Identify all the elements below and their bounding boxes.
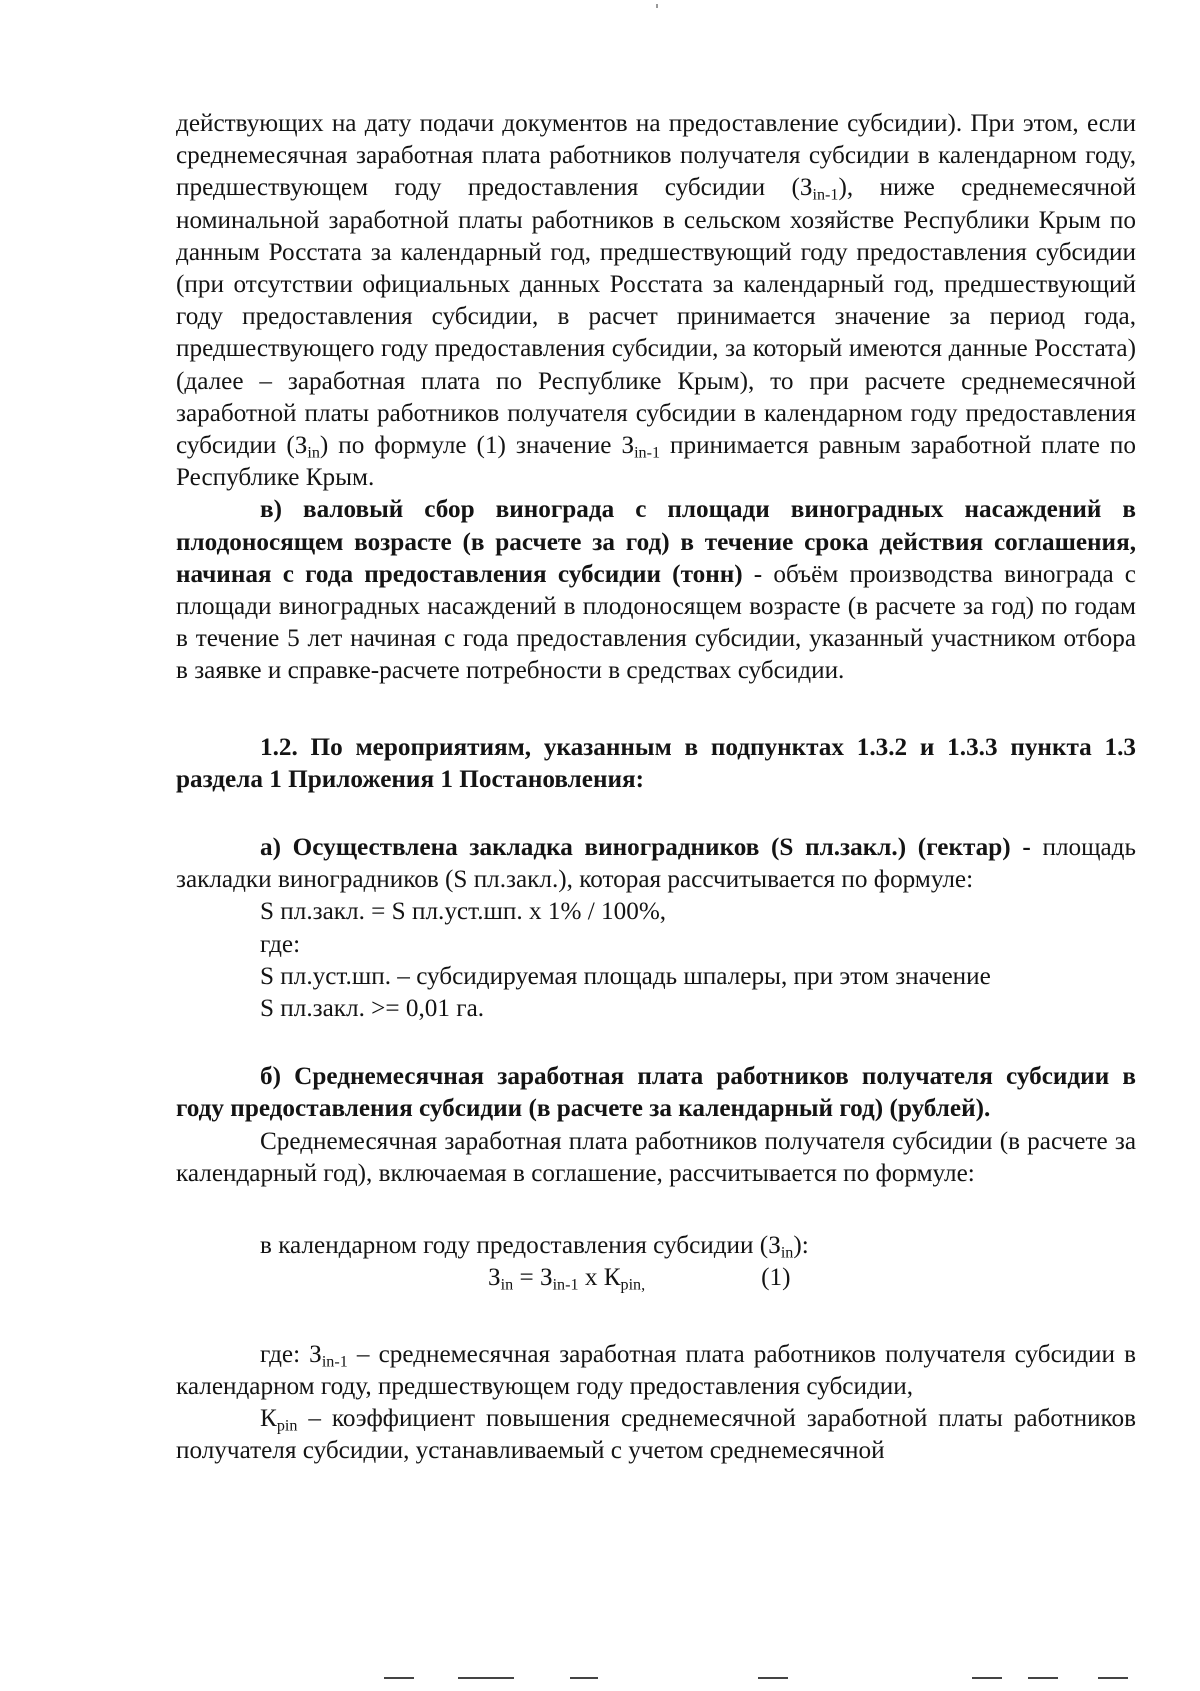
scan-artifact xyxy=(1098,1677,1128,1679)
item-b-heading: б) Среднемесячная заработная плата работников получателя субсидии в году предоставления субсидии (в расчете за календарный год) (рублей). xyxy=(176,1063,1136,1123)
scan-artifact xyxy=(458,1677,514,1679)
item-b-text: Среднемесячная заработная плата работников получателя субсидии (в расчете за календарный год), включаемая в соглашение, рассчитывается по формуле: xyxy=(176,1127,1136,1187)
formula-1: $З_{in} = З_{in-1}$ х $К_{pin,}$ (1) xyxy=(488,1264,791,1294)
scan-artifact xyxy=(384,1677,414,1679)
item-a-condition: S пл.закл. >= 0,01 га. xyxy=(260,995,485,1023)
item-a-vineyard-planting: а) Осуществлена закладка виноградников (S пл.закл.) (гектар) - площадь закладки виноградников (S пл.закл.), которая рассчитывается по формуле: xyxy=(176,834,1136,894)
scan-artifact xyxy=(972,1677,1002,1679)
scan-artifact xyxy=(570,1677,598,1679)
document-page xyxy=(176,108,1136,1467)
item-a-definition: S пл.уст.шп. – субсидируемая площадь шпалеры, при этом значение xyxy=(260,962,991,990)
formula-number: (1) xyxy=(761,1264,791,1292)
scan-artifact xyxy=(758,1677,788,1679)
grape-harvest-term: в) валовый сбор винограда с площади виноградных насаждений в плодоносящем возрасте (в расчете за год) в течение срока действия соглашения, начиная с года предоставления субсидии (тонн) xyxy=(176,496,1136,588)
paragraph-grape-harvest: в) валовый сбор винограда с площади виноградных насаждений в плодоносящем возрасте (в расчете за год) в течение срока действия соглашения, начиная с года предоставления субсидии (тонн) - объём производства винограда с площади виноградных насаждений в плодоносящем возрасте (в расчете за год) по годам в течение 5 лет начиная с года предоставления субсидии, указанный участником отбора в заявке и справке-расчете потребности в средствах субсидии. xyxy=(176,496,1136,685)
item-a-term: а) Осуществлена закладка виноградников (S пл.закл.) (гектар) - xyxy=(260,834,1031,862)
item-a-formula-block xyxy=(176,896,1136,1025)
section-heading-1-2: 1.2. По мероприятиям, указанным в подпунктах 1.3.2 и 1.3.3 пункта 1.3 раздела 1 Приложения 1 Постановления: xyxy=(176,733,1136,793)
scan-artifact xyxy=(1028,1677,1058,1679)
paragraph-wage-condition: действующих на дату подачи документов на предоставление субсидии). При этом, если среднемесячная заработная плата работников получателя субсидии в календарном году, предшествующем году предоставления субсидии $(З_{in-1})$, ниже среднемесячной номинальной заработной платы работников в сельском хозяйстве Республики Крым по данным Росстата за календарный год, предшествующий году предоставления субсидии (при отсутствии официальных данных Росстата за календарный год, предшествующий году предоставления субсидии, в расчет принимается значение за период года, предшествующего году предоставления субсидии, за который имеются данные Росстата) (далее – заработная плата по Республике Крым), то при расчете среднемесячной заработной платы работников получателя субсидии в календарном году предоставления субсидии $(З_{in})$ по формуле (1) значение $З_{in-1}$ принимается равным заработной плате по Республике Крым. xyxy=(176,110,1137,492)
item-a-formula: S пл.закл. = S пл.уст.шп. х 1% / 100%, xyxy=(260,898,667,926)
k-definition: $К_{pin}$ – коэффициент повышения среднемесячной заработной платы работников получателя субсидии, устанавливаемый с учетом среднемесячной xyxy=(176,1404,1136,1465)
where-z-definition: где: $З_{in-1}$ – среднемесячная заработная плата работников получателя субсидии в календарном году, предшествующем году предоставления субсидии, xyxy=(176,1340,1137,1400)
item-a-where: где: xyxy=(260,930,301,958)
formula-intro: в календарном году предоставления субсидии $(З_{in})$: xyxy=(260,1232,809,1262)
scan-speck xyxy=(656,4,658,8)
